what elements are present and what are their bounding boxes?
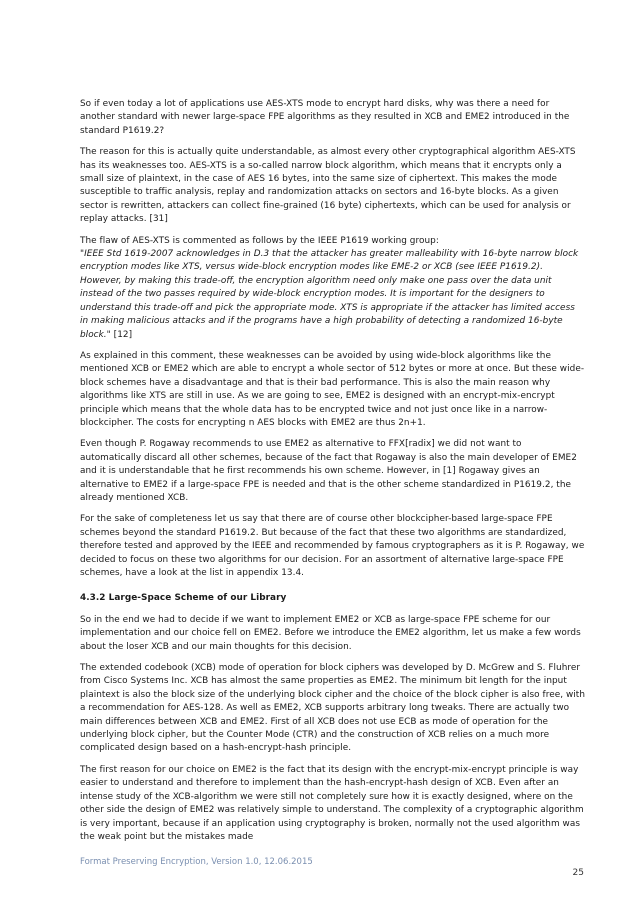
- page-body: [80, 98, 585, 852]
- body-paragraph: Even though P. Rogaway recommends to use EME2 as alternative to FFX[radix] we did not want to automatically discard all other schemes, because of the fact that Rogaway is also the main developer of EME2 and it is understandable that he first recommends his own scheme. However, in [1] Rogaway gives an alternative to EME2 if a large-space FPE is needed and that is the other scheme standardized in P1619.2, the already mentioned XCB.: [80, 439, 577, 503]
- body-paragraph: The extended codebook (XCB) mode of operation for block ciphers was developed by D. McGrew and S. Fluhrer from Cisco Systems Inc. XCB has almost the same properties as EME2. The minimum bit length for the input plaintext is also the block size of the underlying block cipher and the choice of the block cipher is also free, with a recommendation for AES-128. As well as EME2, XCB supports arbitrary long tweaks. There are actually two main differences between XCB and EME2. First of all XCB does not use ECB as mode of operation for the underlying block cipher, but the Counter Mode (CTR) and the construction of XCB relies on a much more complicated design based on a hash-encrypt-hash principle.: [80, 663, 585, 754]
- quote-text: "IEEE Std 1619-2007 acknowledges in D.3 that the attacker has greater malleability with 16-byte narrow block encryption modes like XTS, versus wide-block encryption modes like EME-2 or XCB (see IEEE P1619.2). However, by making this trade-off, the encryption algorithm need only make one pass over the data unit instead of the two passes required by wide-block encryption modes. It is important for the designers to understand this trade-off and pick the appropriate mode. XTS is appropriate if the attacker has limited access in making malicious attacks and if the programs have a high probability of detecting a randomized 16-byte block.": [80, 249, 579, 340]
- body-paragraph: The reason for this is actually quite understandable, as almost every other cryptographical algorithm AES-XTS has its weaknesses too. AES-XTS is a so-called narrow block algorithm, which means that it encrypts only a small size of plaintext, in the case of AES 16 bytes, into the same size of ciphertext. This makes the mode susceptible to traffic analysis, replay and randomization attacks on sectors and 16-byte blocks. As a given sector is rewritten, attackers can collect fine-grained (16 byte) ciphertexts, which can be used for analysis or replay attacks. [31]: [80, 147, 576, 225]
- quote-intro: The flaw of AES-XTS is commented as follows by the IEEE P1619 working group:: [80, 235, 439, 246]
- quote-block: [80, 235, 585, 342]
- body-paragraph: As explained in this comment, these weaknesses can be avoided by using wide-block algorithms like the mentioned XCB or EME2 which are able to encrypt a whole sector of 512 bytes or more at once. But these wide-block schemes have a disadvantage and that is their bad performance. This is also the main reason why algorithms like XTS are still in use. As we are going to see, EME2 is designed with an encrypt-mix-encrypt principle which means that the whole data has to be encrypted twice and not just once like in a narrow-blockcipher. The costs for encrypting n AES blocks with EME2 are thus 2n+1.: [80, 350, 585, 428]
- body-paragraph: So in the end we had to decide if we want to implement EME2 or XCB as large-space FPE scheme for our implementation and our choice fell on EME2. Before we introduce the EME2 algorithm, let us make a few words about the loser XCB and our main thoughts for this decision.: [80, 614, 581, 652]
- section-heading: 4.3.2 Large-Space Scheme of our Library: [80, 593, 287, 604]
- page-number: 25: [572, 868, 584, 878]
- page-footer: Format Preserving Encryption, Version 1.0, 12.06.2015: [80, 857, 313, 867]
- body-paragraph: For the sake of completeness let us say that there are of course other blockcipher-based large-space FPE schemes beyond the standard P1619.2. But because of the fact that these two algorithms are standardized, therefore tested and approved by the IEEE and recommended by famous cryptographers as it is P. Rogaway, we decided to focus on these two algorithms for our decision. For an assortment of alternative large-space FPE schemes, have a look at the list in appendix 13.4.: [80, 514, 585, 578]
- body-paragraph: So if even today a lot of applications use AES-XTS mode to encrypt hard disks, why was there a need for another standard with newer large-space FPE algorithms as they resulted in XCB and EME2 introduced in the standard P1619.2?: [80, 99, 570, 136]
- body-paragraph: The first reason for our choice on EME2 is the fact that its design with the encrypt-mix-encrypt principle is way easier to understand and therefore to implement than the hash-encrypt-hash design of XCB. Even after an intense study of the XCB-algorithm we were still not completely sure how it is exactly designed, where on the other side the design of EME2 was relatively simple to understand. The complexity of a cryptographic algorithm is very important, because if an application using cryptography is broken, normally not the used algorithm was the weak point but the mistakes made: [80, 764, 584, 842]
- quote-reference: [12]: [110, 329, 133, 340]
